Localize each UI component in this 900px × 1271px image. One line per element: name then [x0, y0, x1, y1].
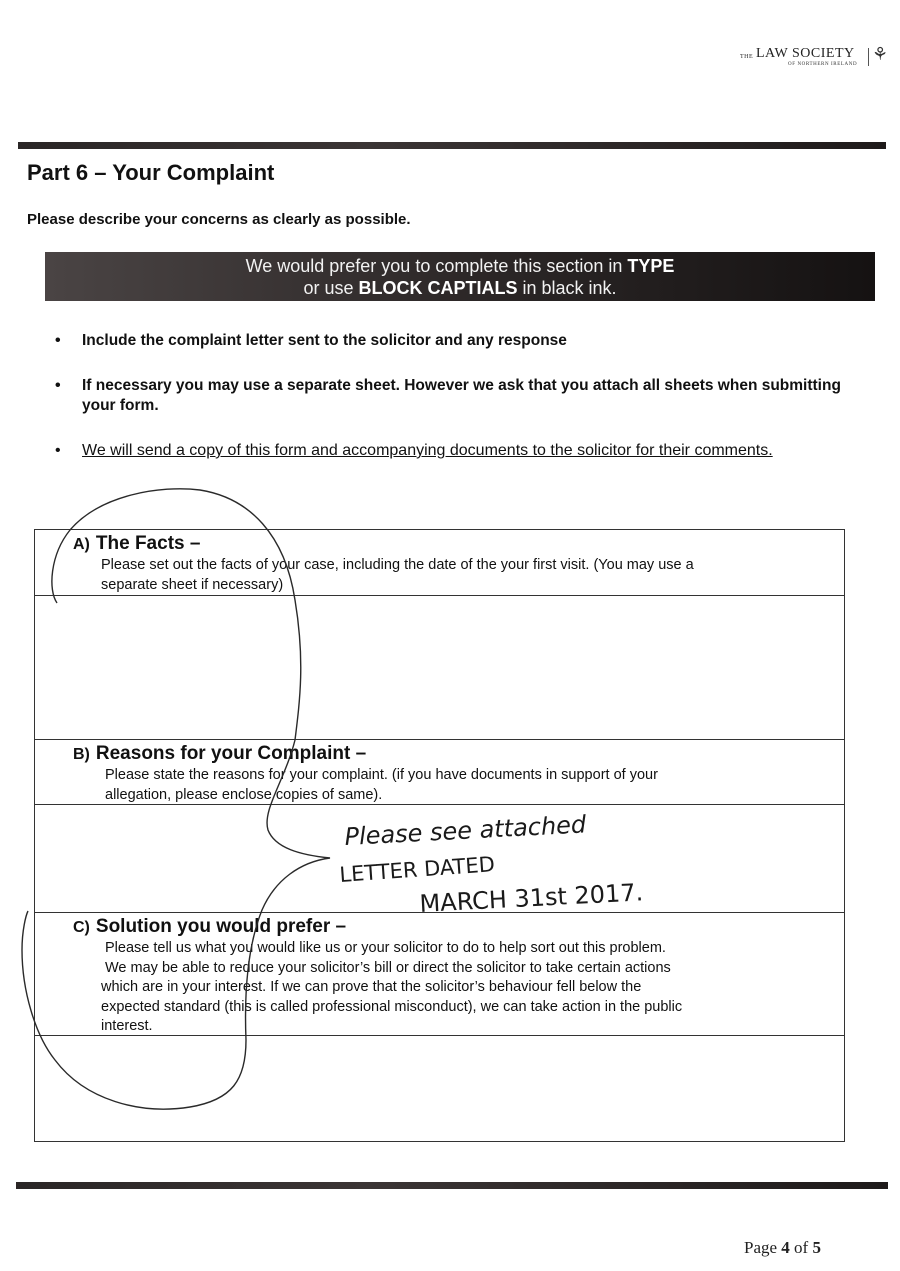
- logo-the: THE: [740, 54, 754, 60]
- section-b-description: [105, 766, 658, 805]
- description-line: Please set out the facts of your case, including the date of the your first visit. (You may use a: [101, 557, 694, 573]
- section-c-answer-field[interactable]: [35, 1035, 844, 1143]
- instruction-list: [55, 331, 845, 486]
- section-b-title: [73, 743, 366, 765]
- section-title-text: The Facts –: [95, 533, 201, 554]
- banner-text: We would prefer you to complete this section in: [245, 256, 628, 276]
- handwritten-answer-line-3: MARCH 31st 2017.: [418, 878, 644, 918]
- bullet-item: [55, 441, 845, 461]
- section-a-answer-field[interactable]: [35, 595, 844, 739]
- banner-text: in black ink.: [517, 278, 617, 298]
- section-c-header: [35, 912, 844, 1035]
- page-total: 5: [812, 1238, 821, 1257]
- logo-divider: [868, 48, 869, 66]
- bullet-item: • Include the complaint letter sent to the solicitor and any response: [55, 331, 845, 351]
- section-b-answer-field[interactable]: [35, 804, 844, 912]
- description-line: Please tell us what you would like us or your solicitor to do to help sort out this problem.: [105, 940, 666, 956]
- section-c-description: [101, 939, 682, 1037]
- banner-bold: BLOCK CAPTIALS: [358, 278, 518, 298]
- banner-text: or use: [303, 278, 359, 298]
- section-c-title: [73, 916, 346, 938]
- page-title: Part 6 – Your Complaint: [27, 160, 275, 185]
- banner-bold: TYPE: [627, 256, 675, 276]
- bottom-divider: [16, 1182, 888, 1189]
- description-line: interest.: [101, 1018, 153, 1034]
- section-a-title: [73, 533, 200, 555]
- page-current: 4: [781, 1238, 790, 1257]
- section-title-text: Solution you would prefer –: [95, 916, 347, 937]
- description-line: expected standard (this is called professional misconduct), we can take action in the public: [101, 998, 683, 1015]
- section-letter: B): [73, 746, 90, 763]
- description-line: We may be able to reduce your solicitor’s bill or direct the solicitor to take certain actions: [105, 959, 671, 976]
- section-b-header: [35, 739, 844, 804]
- handwritten-answer-line-2: LETTER DATED: [338, 852, 496, 887]
- page-of: of: [789, 1238, 813, 1257]
- description-line: which are in your interest. If we can prove that the solicitor’s behaviour fell below the: [101, 979, 642, 995]
- bullet-text: We will send a copy of this form and accompanying documents to the solicitor for their comments.: [82, 442, 773, 459]
- page-number: [744, 1238, 821, 1258]
- description-line: allegation, please enclose copies of same).: [105, 786, 383, 803]
- section-a-description: [101, 556, 694, 595]
- page-prefix: Page: [744, 1238, 782, 1257]
- top-divider: [18, 142, 886, 149]
- complaint-form-table: [34, 529, 845, 1142]
- section-a-header: [35, 530, 844, 595]
- description-line: Please state the reasons for your complaint. (if you have documents in support of your: [105, 767, 658, 783]
- instruction-banner: [45, 252, 875, 301]
- section-letter: A): [73, 536, 90, 553]
- intro-text: Please describe your concerns as clearly as possible.: [27, 211, 411, 228]
- banner-line-1: [45, 255, 875, 277]
- law-society-logo: [740, 44, 890, 74]
- handwritten-answer-line-1: Please see attached: [343, 810, 587, 851]
- bullet-item: • If necessary you may use a separate sheet. However we ask that you attach all sheets when submitting your form.: [55, 376, 845, 416]
- banner-line-2: [45, 277, 875, 299]
- logo-subtitle: OF NORTHERN IRELAND: [788, 62, 858, 67]
- section-letter: C): [73, 919, 90, 936]
- crest-icon: ⚘: [872, 44, 889, 64]
- logo-name: LAW SOCIETY: [756, 46, 855, 61]
- section-title-text: Reasons for your Complaint –: [95, 743, 367, 764]
- description-line: separate sheet if necessary): [101, 576, 284, 593]
